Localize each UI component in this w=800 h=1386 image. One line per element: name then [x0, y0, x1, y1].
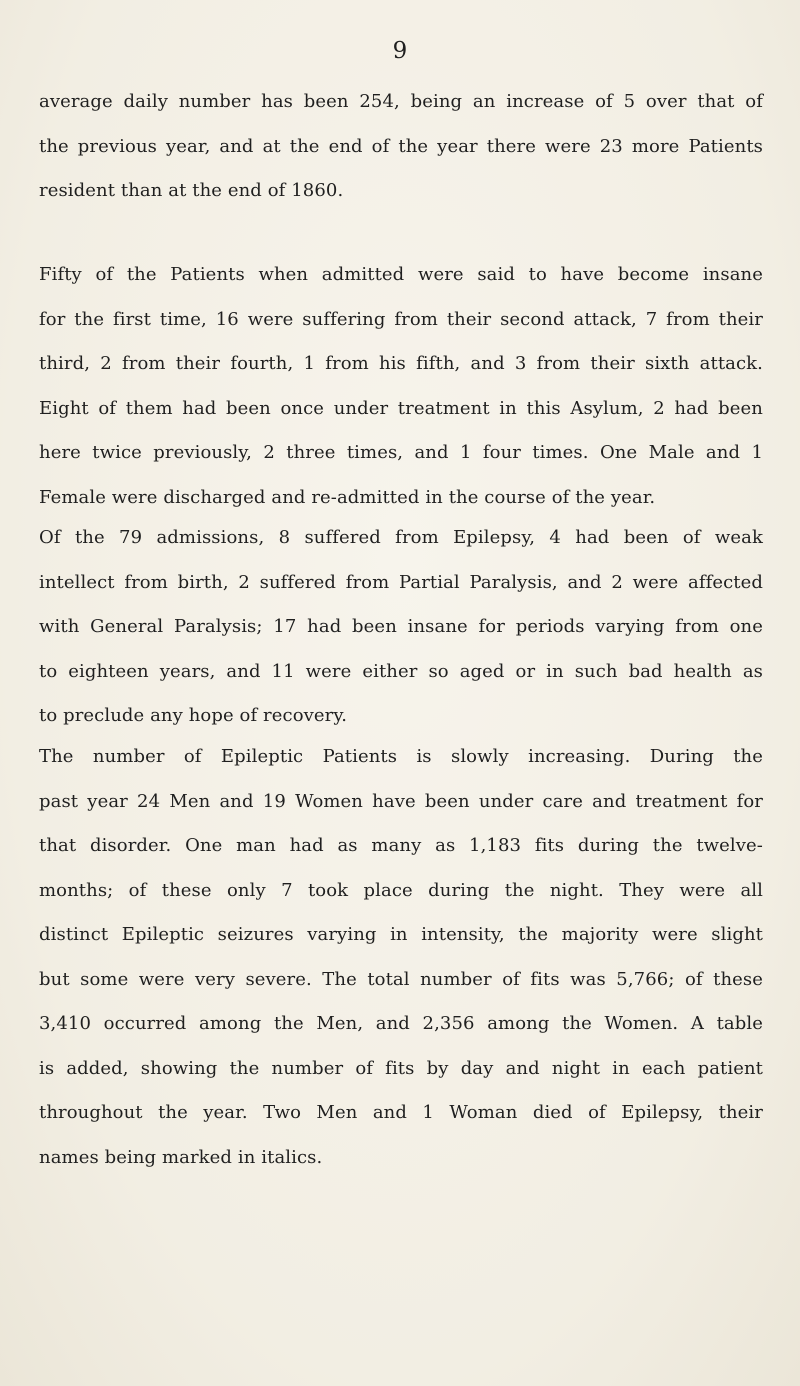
paragraph-average-daily-number — [39, 80, 763, 214]
page-number: 9 — [392, 38, 408, 64]
text-line: with General Paralysis; 17 had been insane for periods varying from one — [39, 616, 763, 637]
text-line: that disorder. One man had as many as 1,183 fits during the twelve- — [39, 835, 763, 856]
text-line: is added, showing the number of fits by day and night in each patient — [39, 1057, 763, 1079]
text-line: months; of these only 7 took place during the night. They were all — [39, 879, 763, 901]
text-line: throughout the year. Two Men and 1 Woman died of Epilepsy, their — [39, 1102, 763, 1123]
text-line: 3,410 occurred among the Men, and 2,356 among the Women. A table — [39, 1013, 763, 1034]
text-line: to eighteen years, and 11 were either so aged or in such bad health as — [39, 660, 763, 682]
text-line: here twice previously, 2 three times, and 1 four times. One Male and 1 — [39, 442, 763, 463]
text-line: intellect from birth, 2 suffered from Partial Paralysis, and 2 were affected — [39, 571, 763, 593]
text-line: names being marked in italics. — [39, 1146, 323, 1168]
text-line: but some were very severe. The total number of fits was 5,766; of these — [39, 968, 763, 990]
text-line: The number of Epileptic Patients is slowly increasing. During the — [39, 746, 763, 767]
text-line: Of the 79 admissions, 8 suffered from Epilepsy, 4 had been of weak — [39, 527, 763, 548]
text-line: for the first time, 16 were suffering from their second attack, 7 from their — [39, 308, 763, 330]
paragraph-admissions-conditions — [39, 516, 763, 739]
text-line: past year 24 Men and 19 Women have been under care and treatment for — [39, 790, 763, 812]
text-line: to preclude any hope of recovery. — [39, 705, 348, 726]
text-line: Fifty of the Patients when admitted were said to have become insane — [39, 264, 763, 285]
text-line: resident than at the end of 1860. — [39, 180, 344, 201]
text-line: the previous year, and at the end of the year there were 23 more Patients — [39, 135, 763, 157]
text-line: distinct Epileptic seizures varying in intensity, the majority were slight — [39, 924, 763, 945]
text-line: average daily number has been 254, being an increase of 5 over that of — [39, 91, 763, 112]
paragraph-admission-attacks — [39, 253, 763, 520]
text-line: third, 2 from their fourth, 1 from his fifth, and 3 from their sixth attack. — [39, 353, 763, 374]
text-line: Female were discharged and re-admitted in the course of the year. — [39, 486, 656, 508]
paragraph-epileptic-patients — [39, 735, 763, 1180]
text-line: Eight of them had been once under treatment in this Asylum, 2 had been — [39, 397, 763, 419]
